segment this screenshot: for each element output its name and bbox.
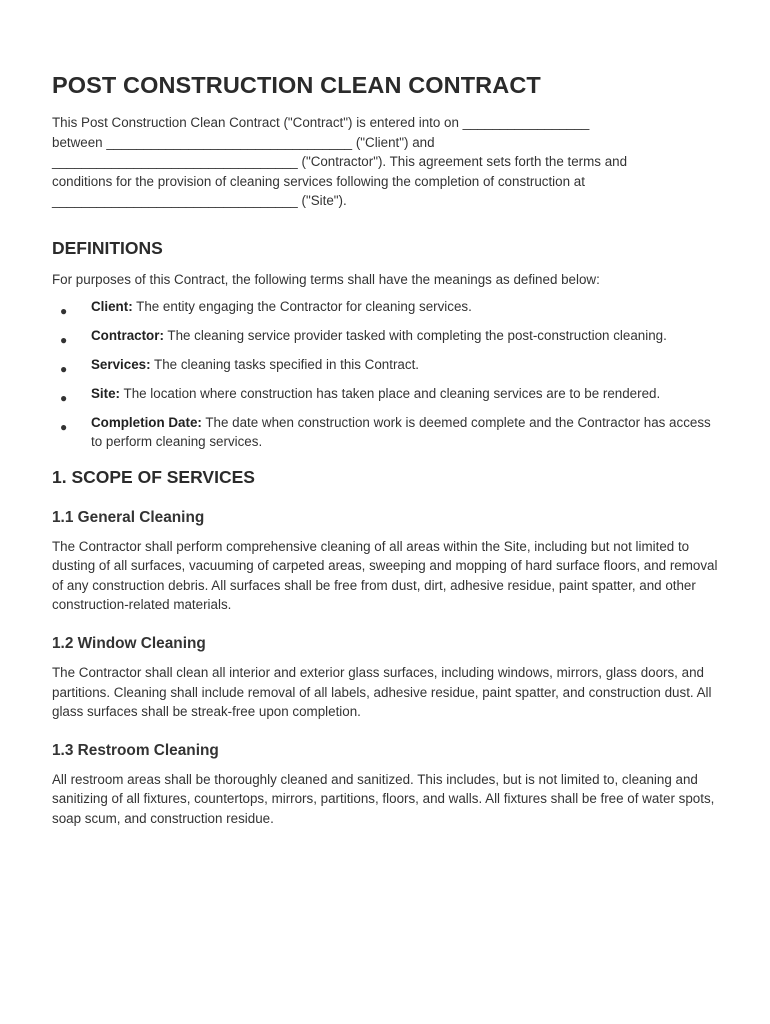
subsection-heading-window: 1.2 Window Cleaning xyxy=(52,635,206,653)
bullet-icon: ● xyxy=(60,332,68,347)
bullet-icon: ● xyxy=(60,419,68,434)
definition-text: The cleaning service provider tasked with completing the post-construction cleaning. xyxy=(163,327,667,343)
definition-item xyxy=(52,326,724,346)
document-page xyxy=(52,70,724,829)
definition-text: The date when construction work is deemed complete and the Contractor has access to perform cleaning services. xyxy=(91,414,711,450)
document-title: POST CONSTRUCTION CLEAN CONTRACT xyxy=(52,72,541,98)
definitions-heading: DEFINITIONS xyxy=(52,237,163,258)
definition-term: Client: xyxy=(91,298,133,314)
definition-item xyxy=(52,384,724,404)
intro-line: conditions for the provision of cleaning services following the completion of construction at xyxy=(52,173,585,189)
subsection-text-restroom: All restroom areas shall be thoroughly cleaned and sanitized. This includes, but is not limited to, cleaning and sanitizing of all fixtures, countertops, mirrors, partitions, floors, and walls. All fixtures shall be free of water spots, soap scum, and construction residue. xyxy=(52,771,715,827)
subsection-heading-restroom: 1.3 Restroom Cleaning xyxy=(52,741,219,759)
bullet-icon: ● xyxy=(60,303,68,318)
subsection-text-window: The Contractor shall clean all interior and exterior glass surfaces, including windows, mirrors, glass doors, and partitions. Cleaning shall include removal of all labels, adhesive residue, paint spatter, and construction dust. All glass surfaces shall be streak-free upon completion. xyxy=(52,665,712,720)
definition-term: Site: xyxy=(91,385,121,401)
intro-line: _________________________________ ("Contractor"). This agreement sets forth the terms and xyxy=(52,154,628,170)
definition-term: Contractor: xyxy=(91,327,164,343)
intro-line: _________________________________ ("Site"). xyxy=(52,193,347,209)
definitions-lead: For purposes of this Contract, the following terms shall have the meanings as defined below: xyxy=(52,271,600,287)
subsection-text-general: The Contractor shall perform comprehensive cleaning of all areas within the Site, including but not limited to dusting of all surfaces, vacuuming of carpeted areas, sweeping and mopping of hard surface floors, and removal of any construction debris. All surfaces shall be free from dust, dirt, adhesive residue, paint spatter, and other construction-related materials. xyxy=(52,538,718,613)
definition-text: The cleaning tasks specified in this Contract. xyxy=(150,356,420,372)
scope-heading: 1. SCOPE OF SERVICES xyxy=(52,466,255,487)
definition-term: Services: xyxy=(91,356,151,372)
bullet-icon: ● xyxy=(60,390,68,405)
bullet-icon: ● xyxy=(60,361,68,376)
definition-item xyxy=(52,297,724,317)
definition-item xyxy=(52,413,724,452)
definition-term: Completion Date: xyxy=(91,414,202,430)
definition-text: The location where construction has taken place and cleaning services are to be rendered. xyxy=(120,385,661,401)
definition-item xyxy=(52,355,724,375)
intro-line: between _________________________________ ("Client") and xyxy=(52,134,435,150)
intro-paragraph xyxy=(52,113,724,211)
intro-line: This Post Construction Clean Contract ("Contract") is entered into on _________________ xyxy=(52,115,590,130)
definitions-list xyxy=(52,297,724,452)
definition-text: The entity engaging the Contractor for cleaning services. xyxy=(132,298,472,314)
subsection-heading-general: 1.1 General Cleaning xyxy=(52,508,205,526)
